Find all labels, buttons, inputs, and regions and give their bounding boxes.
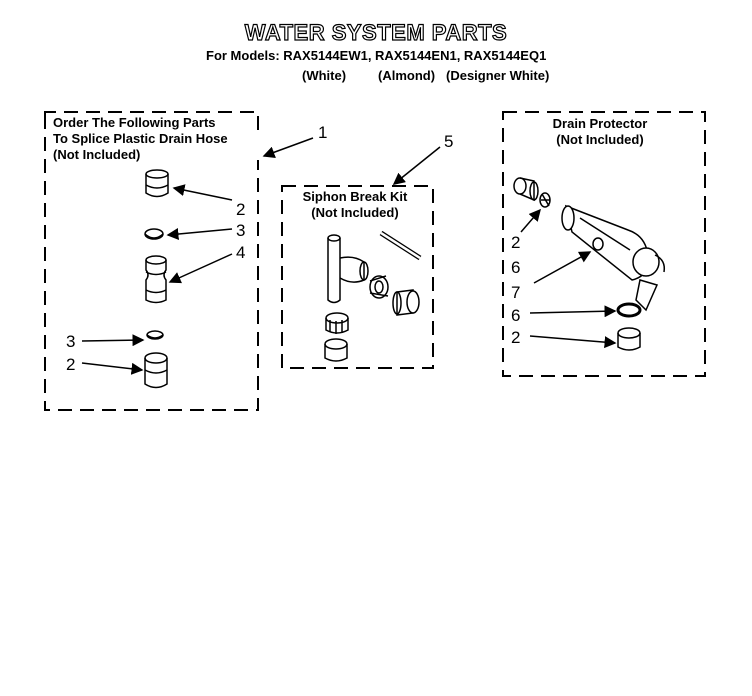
callout-3a-arrow (168, 229, 232, 235)
callout-7-arrow (534, 252, 590, 283)
siphon-cap-part (325, 339, 347, 361)
connector-tube-part (146, 256, 166, 303)
callout-1: 1 (318, 123, 328, 142)
splice-group-title: Order The Following Parts To Splice Plastic Drain Hose (Not Included) (53, 115, 228, 162)
callout-3b: 3 (66, 332, 76, 351)
callout-2a-arrow (174, 188, 232, 200)
color-designer-white: (Designer White) (446, 68, 550, 83)
drain-gasket-lower-part (618, 304, 640, 316)
callout-5: 5 (444, 132, 454, 151)
callout-3b-arrow (82, 340, 143, 341)
siphon-group-box (282, 186, 433, 368)
callout-3a: 3 (236, 221, 246, 240)
callout-2d-arrow (530, 336, 615, 343)
coupling-top-part (146, 170, 168, 197)
callout-5-arrow (394, 147, 440, 184)
clamp-ring-bottom-part (147, 331, 163, 339)
callout-2a: 2 (236, 200, 246, 219)
callout-6b: 6 (511, 306, 521, 325)
siphon-tee-part (328, 235, 368, 303)
callout-6a: 6 (511, 258, 521, 277)
siphon-nut-lower-part (326, 313, 348, 334)
drain-cap-part (618, 328, 640, 350)
coupling-bottom-part (145, 353, 167, 388)
callout-2b: 2 (66, 355, 76, 374)
siphon-nut-part (370, 276, 388, 298)
splice-group-box (45, 112, 258, 410)
callout-2c: 2 (511, 233, 521, 252)
callout-4-arrow (170, 254, 232, 282)
callout-6b-arrow (530, 311, 615, 313)
clamp-ring-top-part (145, 229, 163, 239)
siphon-group-title: Siphon Break Kit (Not Included) (302, 189, 408, 220)
drain-group-title: Drain Protector (Not Included) (552, 116, 648, 147)
color-white: (White) (302, 68, 347, 83)
drain-coupling-part (514, 178, 538, 200)
callout-1-arrow (264, 138, 313, 156)
siphon-adapter-part (393, 290, 419, 315)
callout-2b-arrow (82, 363, 142, 370)
callout-4: 4 (236, 243, 246, 262)
page-title: WATER SYSTEM PARTS (244, 20, 508, 45)
drain-gasket-part (540, 193, 550, 207)
color-almond: (Almond) (378, 68, 436, 83)
callout-2d: 2 (511, 328, 521, 347)
callout-7: 7 (511, 283, 521, 302)
model-list: For Models: RAX5144EW1, RAX5144EN1, RAX5144EQ1 (206, 48, 547, 63)
drain-protector-body-part (562, 206, 664, 310)
callout-2c-arrow (521, 210, 540, 232)
siphon-tube-part (381, 233, 420, 258)
